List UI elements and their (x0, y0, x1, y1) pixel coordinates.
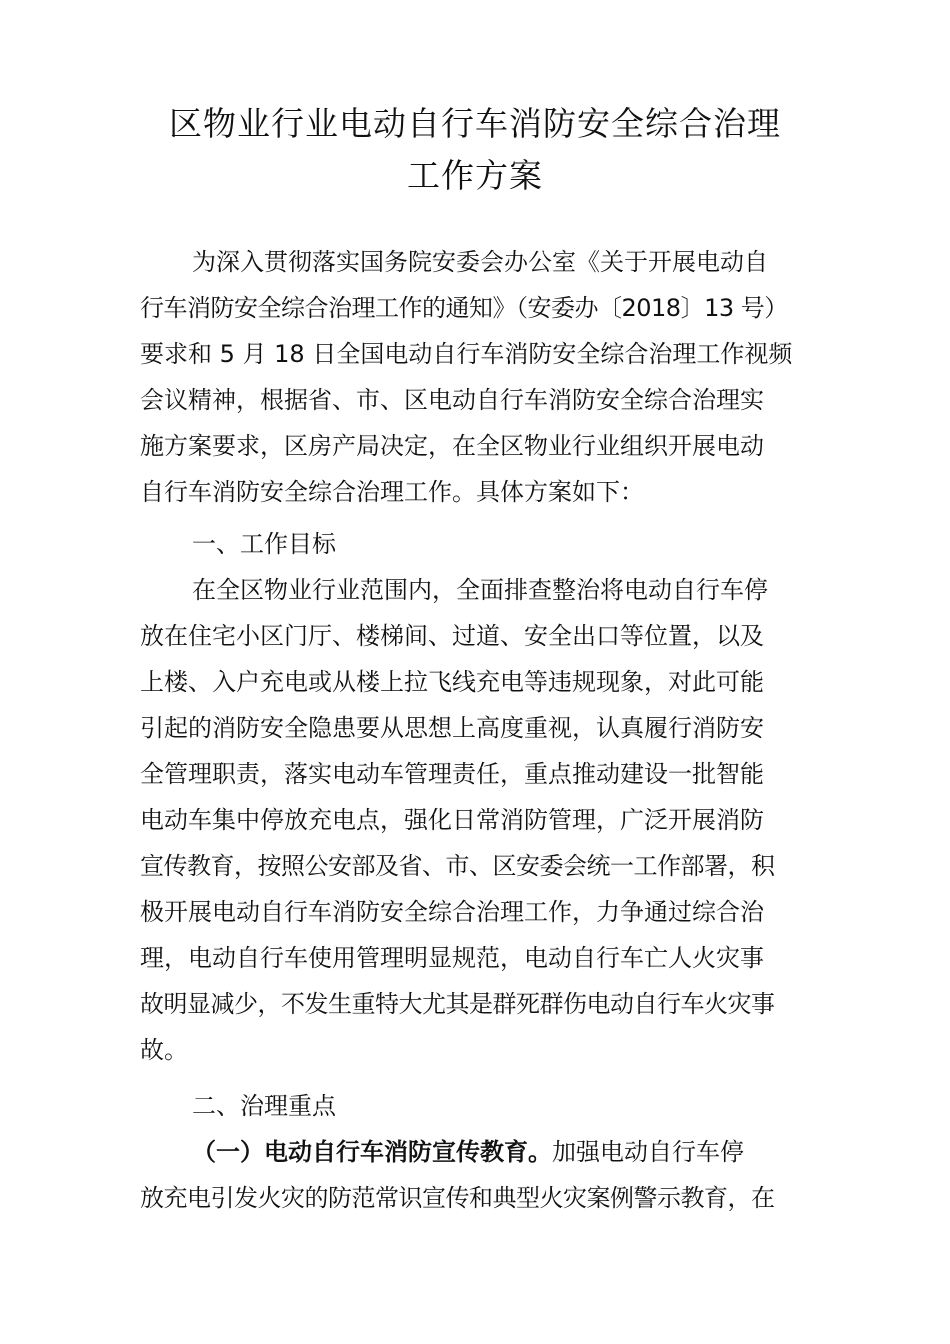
paragraph-line: 上楼、入户充电或从楼上拉飞线充电等违规现象，对此可能 (140, 668, 764, 696)
paragraph-line: 引起的消防安全隐患要从思想上高度重视，认真履行消防安 (140, 714, 764, 742)
item-1-text: 加强电动自行车停 (552, 1138, 744, 1166)
section-heading-priorities: 二、治理重点 (192, 1092, 336, 1120)
paragraph-line: 要求和 5 月 18 日全国电动自行车消防安全综合治理工作视频 (140, 340, 793, 368)
paragraph-line: 电动车集中停放充电点，强化日常消防管理，广泛开展消防 (140, 806, 764, 834)
spacer (140, 1073, 820, 1083)
document-body (140, 239, 820, 1221)
intro-paragraph (140, 239, 820, 515)
paragraph-line (140, 1129, 820, 1175)
paragraph-line: 极开展电动自行车消防安全综合治理工作，力争通过综合治 (140, 898, 764, 926)
item-1-paragraph (140, 1129, 820, 1221)
paragraph-line: 自行车消防安全综合治理工作。具体方案如下： (140, 478, 644, 506)
paragraph-line: 故明显减少，不发生重特大尤其是群死群伤电动自行车火灾事 (140, 990, 775, 1018)
section-heading-goals: 一、工作目标 (192, 530, 336, 558)
paragraph-line: 放充电引发火灾的防范常识宣传和典型火灾案例警示教育，在 (140, 1184, 775, 1212)
paragraph-line: 故。 (140, 1036, 188, 1064)
paragraph-line: 为深入贯彻落实国务院安委会办公室《关于开展电动自 (192, 248, 768, 276)
document-title-line-1: 区物业行业电动自行车消防安全综合治理 (169, 104, 781, 143)
item-1-heading: （一）电动自行车消防宣传教育。 (192, 1138, 552, 1166)
document-title-line-2: 工作方案 (407, 156, 543, 195)
paragraph-line: 施方案要求，区房产局决定，在全区物业行业组织开展电动 (140, 432, 764, 460)
paragraph-line: 会议精神，根据省、市、区电动自行车消防安全综合治理实 (140, 386, 764, 414)
paragraph-line: 在全区物业行业范围内，全面排查整治将电动自行车停 (192, 576, 768, 604)
paragraph-line: 全管理职责，落实电动车管理责任，重点推动建设一批智能 (140, 760, 764, 788)
paragraph-line: 行车消防安全综合治理工作的通知》（安委办〔2018〕13 号） (140, 294, 788, 322)
paragraph-line: 放在住宅小区门厅、楼梯间、过道、安全出口等位置，以及 (140, 622, 764, 650)
paragraph-line: 宣传教育，按照公安部及省、市、区安委会统一工作部署，积 (140, 852, 775, 880)
goals-paragraph (140, 567, 820, 1073)
paragraph-line: 理，电动自行车使用管理明显规范，电动自行车亡人火灾事 (140, 944, 764, 972)
